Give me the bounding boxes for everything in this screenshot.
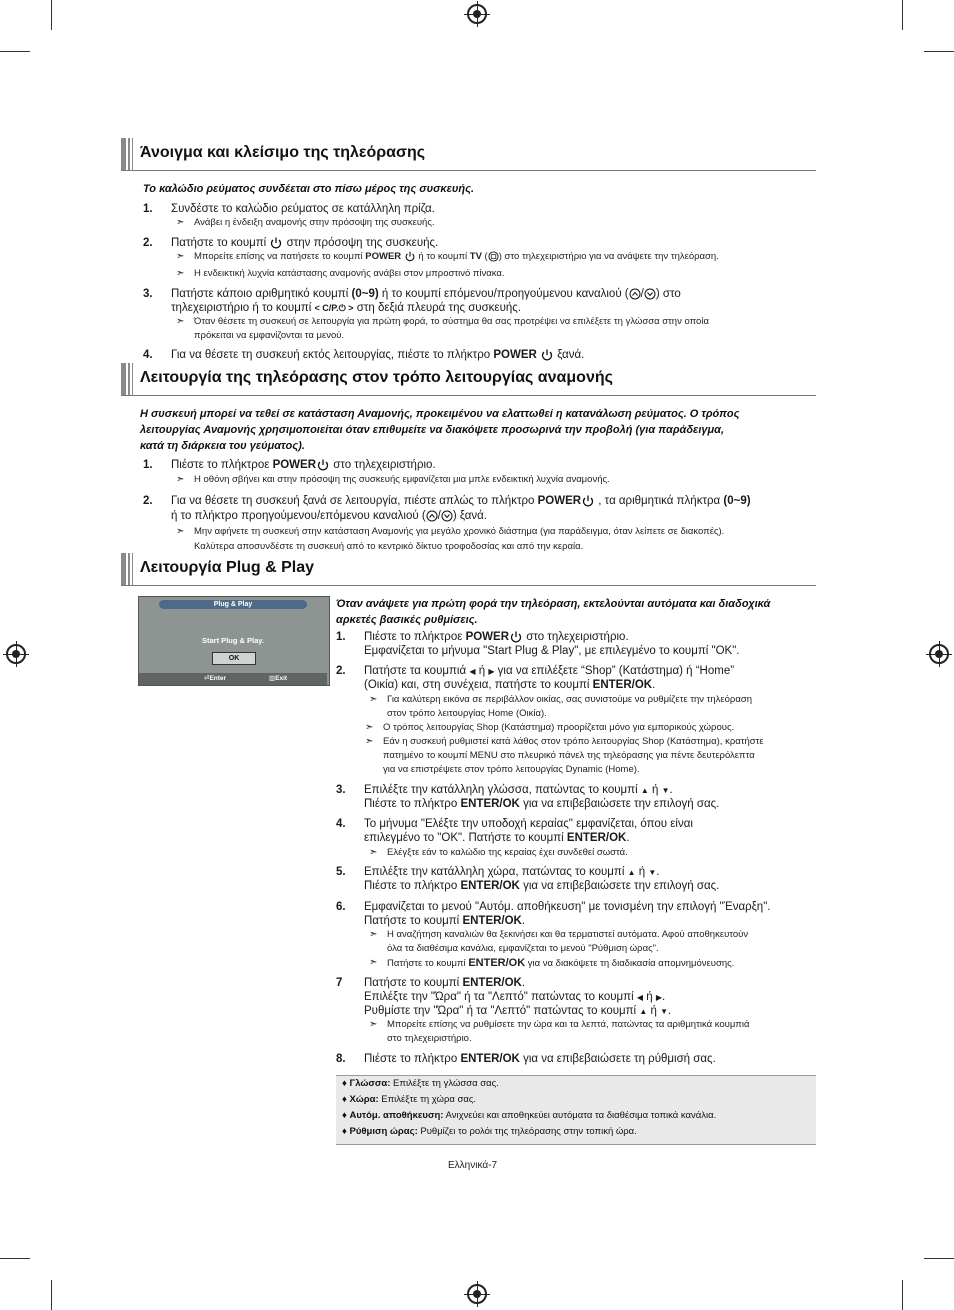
section-bars xyxy=(121,553,134,585)
step-item: 1. Συνδέστε το καλώδιο ρεύματος σε κατάλληλη πρίζα. xyxy=(143,203,435,215)
crop-mark xyxy=(902,1280,903,1310)
arrow-down-icon: ▼ xyxy=(648,868,657,877)
channel-up-circle-icon xyxy=(629,288,641,300)
step-item: 2. Πατήστε το κουμπί στην πρόσοψη της συσκευής. xyxy=(143,237,439,249)
step-item: 3. Επιλέξτε την κατάλληλη γλώσσα, πατώντας το κουμπί ▲ ή ▼. Πιέστε το πλήκτρο ENTER/OK για να επιβεβαιώσετε την επιλογή σας. xyxy=(336,784,720,810)
note-arrow-icon: ➣ xyxy=(365,722,374,733)
note-arrow-icon: ➣ xyxy=(369,694,378,705)
section-title: Λειτουργία Plug & Play xyxy=(140,559,315,576)
note-arrow-icon: ➣ xyxy=(176,251,185,262)
registration-mark-left xyxy=(6,644,26,664)
arrow-up-icon: ▲ xyxy=(640,786,649,795)
step-item: 1. Πιέστε το πλήκτροε POWER στο τηλεχειριστήριο. Εμφανίζεται το μήνυμα "Start Plug & Play", με επιλεγμένο το κουμπί "OK". xyxy=(336,631,740,657)
bullet-icon: ♦ xyxy=(342,1078,347,1089)
section-header-power xyxy=(121,138,816,171)
screen-footer xyxy=(139,673,327,685)
arrow-down-icon: ▼ xyxy=(660,1007,668,1016)
section-header-plug-and-play xyxy=(121,553,816,586)
arrow-up-icon: ▲ xyxy=(639,1007,648,1016)
channel-up-circle-icon xyxy=(426,510,438,522)
cp-button-icon: < C/P.⏻ > xyxy=(314,303,354,313)
section-bars xyxy=(121,363,134,395)
step-item: 2. Για να θέσετε τη συσκευή ξανά σε λειτουργία, πιέστε απλώς το πλήκτρο POWER , τα αριθμητικά πλήκτρα (0~9) ή το πλήκτρο προηγούμενου/επόμενου καναλιού ( / ) ξανά. xyxy=(143,495,751,522)
registration-mark-bottom xyxy=(467,1284,487,1304)
power-icon xyxy=(581,495,595,507)
bullet-icon: ♦ xyxy=(342,1110,347,1121)
screen-title-bar: Plug & Play xyxy=(159,600,307,609)
section-title: Λειτουργία της τηλεόρασης στον τρόπο λειτουργίας αναμονής xyxy=(140,369,613,386)
arrow-down-icon: ▼ xyxy=(661,786,670,795)
enter-icon: ⏎Enter xyxy=(204,675,227,682)
section-intro: Η συσκευή μπορεί να τεθεί σε κατάσταση Αναμονής, προκειμένου να ελαττωθεί η κατανάλωση ρεύματος. Ο τρόπος λειτουργίας Αναμονής χρησιμοποιείται όταν επιθυμείτε να διακόψετε προσωρινά την προβολή (για παράδειγμα, κατά τη διάρκεια του γεύματος). xyxy=(140,408,740,452)
glossary-row: ♦ Γλώσσα: Επιλέξτε τη γλώσσα σας. xyxy=(342,1078,499,1089)
bullet-icon: ♦ xyxy=(342,1126,347,1137)
arrow-right-icon: ▶ xyxy=(488,667,495,676)
page-number: Ελληνικά-7 xyxy=(448,1160,498,1171)
note-arrow-icon: ➣ xyxy=(369,847,378,858)
step-item: 3. Πατήστε κάποιο αριθμητικό κουμπί (0~9) ή το κουμπί επόμενου/προηγούμενου καναλιού ( / ) στο τηλεχειριστήριο ή το κουμπί < C/P.⏻ > στη δεξιά πλευρά της συσκευής. xyxy=(143,288,681,314)
glossary-box xyxy=(336,1075,816,1145)
note-arrow-icon: ➣ xyxy=(176,526,185,537)
section-title: Άνοιγμα και κλείσιμο της τηλεόρασης xyxy=(140,144,426,161)
power-icon xyxy=(509,631,523,643)
arrow-left-icon: ◀ xyxy=(469,667,476,676)
note-arrow-icon: ➣ xyxy=(365,736,374,747)
screen-ok-button: OK xyxy=(212,652,256,665)
note-arrow-icon: ➣ xyxy=(176,316,185,327)
note-arrow-icon: ➣ xyxy=(176,268,185,279)
note-arrow-icon: ➣ xyxy=(369,957,378,968)
power-icon xyxy=(316,459,330,471)
crop-mark xyxy=(51,1280,52,1310)
exit-icon: ▥Exit xyxy=(269,675,288,682)
plug-and-play-screen-image xyxy=(138,596,330,686)
crop-mark xyxy=(51,0,52,30)
note-arrow-icon: ➣ xyxy=(369,1019,378,1030)
bullet-icon: ♦ xyxy=(342,1094,347,1105)
screen-message: Start Plug & Play. xyxy=(202,636,264,645)
power-icon xyxy=(269,237,283,249)
section-header-standby xyxy=(121,363,816,396)
channel-down-circle-icon xyxy=(441,510,453,522)
step-item: 8. Πιέστε το πλήκτρο ENTER/OK για να επιβεβαιώσετε τη ρύθμισή σας. xyxy=(336,1053,716,1065)
note-arrow-icon: ➣ xyxy=(176,474,185,485)
crop-mark xyxy=(0,1258,30,1259)
section-intro: Το καλώδιο ρεύματος συνδέεται στο πίσω μέρος της συσκευής. xyxy=(143,183,475,195)
crop-mark xyxy=(924,51,954,52)
section-intro: Όταν ανάψετε για πρώτη φορά την τηλεόραση, εκτελούνται αυτόματα και διαδοχικά αρκετές βασικές ρυθμίσεις. xyxy=(336,598,771,626)
arrow-up-icon: ▲ xyxy=(627,868,636,877)
section-bars xyxy=(121,138,134,170)
crop-mark xyxy=(902,0,903,30)
step-item: 7 Πατήστε το κουμπί ENTER/OK. Επιλέξτε την "Ώρα" ή τα "Λεπτό" πατώντας το κουμπί ◀ ή ▶. Ρυθμίστε την "Ώρα" ή τα "Λεπτό" πατώντας το κουμπί ▲ ή ▼. xyxy=(336,977,672,1017)
glossary-row: ♦ Ρύθμιση ώρας: Ρυθμίζει το ρολόι της τηλεόρασης στην τοπική ώρα. xyxy=(342,1126,637,1137)
glossary-row: ♦ Αυτόμ. αποθήκευση: Ανιχνεύει και αποθηκεύει αυτόματα τα διαθέσιμα τοπικά κανάλια. xyxy=(342,1110,717,1121)
glossary-row: ♦ Χώρα: Επιλέξτε τη χώρα σας. xyxy=(342,1094,477,1105)
step-item: 2. Πατήστε τα κουμπιά ◀ ή ▶ για να επιλέξετε “Shop” (Κατάστημα) ή “Home” (Οικία) και, στη συνέχεια, πατήστε το κουμπί ENTER/OK. xyxy=(336,665,735,691)
step-item: 4. Για να θέσετε τη συσκευή εκτός λειτουργίας, πιέστε το πλήκτρο POWER ξανά. xyxy=(143,349,585,361)
step-item: 4. Το μήνυμα "Ελέξτε την υποδοχή κεραίας" εμφανίζεται, όπου είναι επιλεγμένο το "OK". Πατήστε το κουμπί ENTER/OK. xyxy=(336,818,693,844)
step-item: 6. Εμφανίζεται το μενού "Αυτόμ. αποθήκευση" με τονισμένη την επιλογή "Έναρξη". Πατήστε το κουμπί ENTER/OK. xyxy=(336,901,771,927)
tv-button-icon xyxy=(488,251,499,262)
note-arrow-icon: ➣ xyxy=(176,217,185,228)
step-item: 5. Επιλέξτε την κατάλληλη χώρα, πατώντας το κουμπί ▲ ή ▼. Πιέστε το πλήκτρο ENTER/OK για να επιβεβαιώσετε την επιλογή σας. xyxy=(336,866,720,892)
registration-mark-right xyxy=(929,644,949,664)
channel-down-circle-icon xyxy=(644,288,656,300)
crop-mark xyxy=(924,1258,954,1259)
registration-mark-top xyxy=(467,4,487,24)
arrow-right-icon: ▶ xyxy=(655,993,662,1002)
power-icon xyxy=(540,349,554,361)
step-item: 1. Πιέστε το πλήκτροε POWER στο τηλεχειριστήριο. xyxy=(143,459,436,471)
power-icon xyxy=(404,251,416,262)
crop-mark xyxy=(0,51,30,52)
note-arrow-icon: ➣ xyxy=(369,929,378,940)
arrow-left-icon: ◀ xyxy=(636,993,644,1002)
